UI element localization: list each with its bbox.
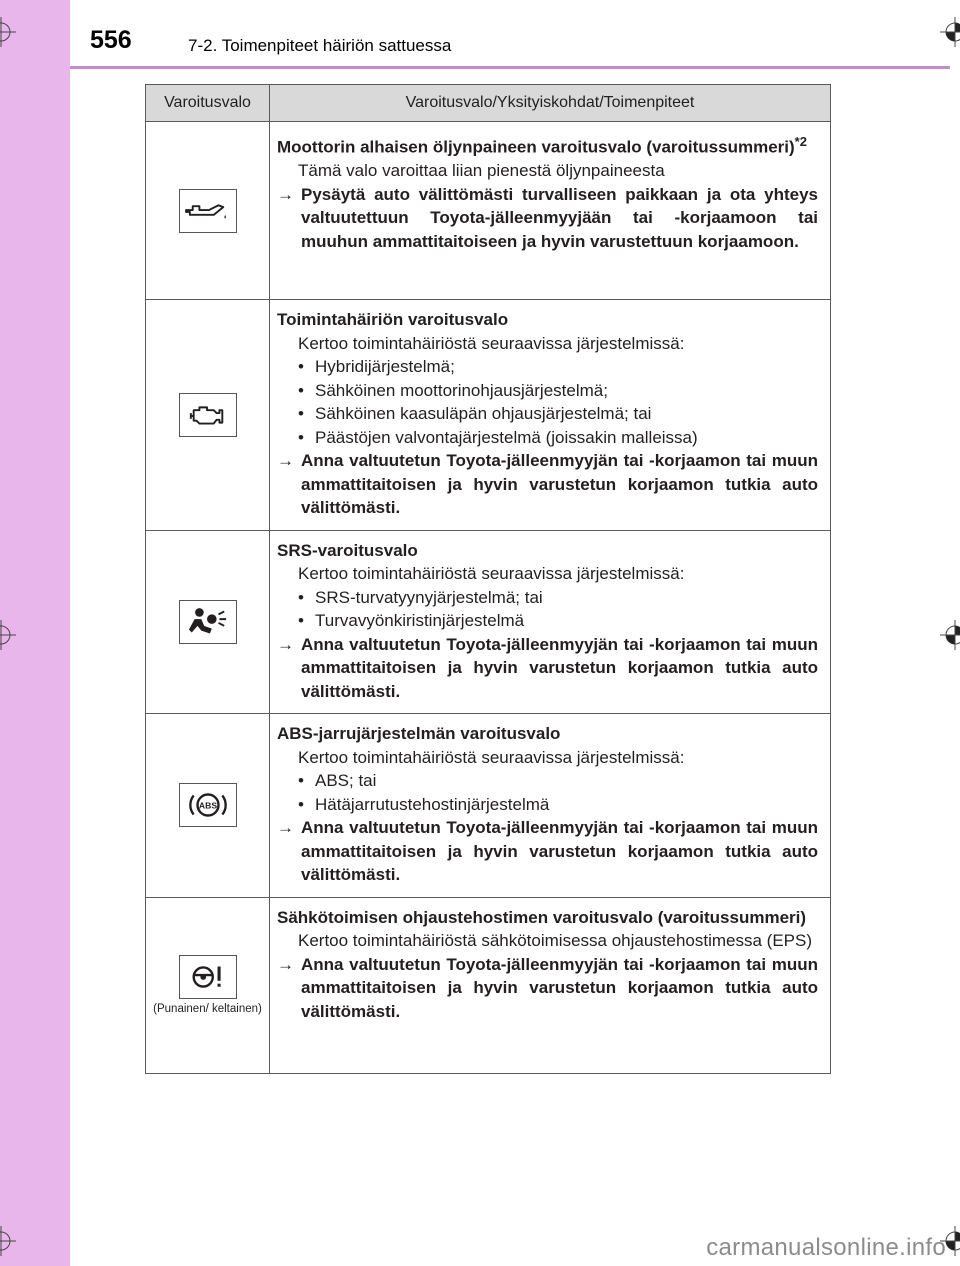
action-instruction: → Anna valtuutetun Toyota-jälleenmyyjän tai -korjaamon tai muun ammattitaitoisen ja hyvin varustetun korjaamon tutkia auto välittömästi. <box>277 451 818 517</box>
icon-color-note: (Punainen/ keltainen) <box>153 1002 262 1015</box>
list-item: • SRS-turvatyynyjärjestelmä; tai <box>298 587 543 607</box>
icon-cell <box>146 714 270 898</box>
list-item: • Hätäjarrutustehostinjärjestelmä <box>298 794 550 814</box>
registration-mark-icon <box>940 17 960 47</box>
table-row <box>146 897 831 1073</box>
arrow-icon: → <box>277 818 294 837</box>
abs-icon <box>179 783 237 827</box>
light-title: SRS-varoitusvalo <box>277 540 418 560</box>
light-description: Kertoo toimintahäiriöstä seuraavissa järjestelmissä: <box>298 564 685 583</box>
footnote-marker: *2 <box>794 134 807 149</box>
list-item: • Päästöjen valvontajärjestelmä (joissakin malleissa) <box>298 427 698 447</box>
arrow-icon: → <box>277 954 294 974</box>
list-item: • Hybridijärjestelmä; <box>298 357 455 376</box>
warning-light-table <box>145 84 831 1074</box>
registration-mark-icon <box>0 620 16 650</box>
light-description: Kertoo toimintahäiriöstä seuraavissa järjestelmissä: <box>298 333 685 353</box>
registration-mark-icon <box>0 17 16 47</box>
table-row <box>146 714 831 898</box>
icon-cell <box>146 530 270 714</box>
icon-cell <box>146 122 270 300</box>
section-title: 7-2. Toimenpiteet häiriön sattuessa <box>188 36 452 55</box>
power-steering-icon <box>179 955 237 999</box>
details-cell <box>270 300 831 531</box>
list-item: • ABS; tai <box>298 771 377 790</box>
details-cell <box>270 714 831 898</box>
light-title: Toimintahäiriön varoitusvalo <box>277 310 509 329</box>
light-description: Kertoo toimintahäiriöstä seuraavissa järjestelmissä: <box>298 747 685 767</box>
header-divider <box>70 66 950 69</box>
watermark: carmanualsonline.info <box>706 1234 946 1261</box>
arrow-icon: → <box>277 184 294 204</box>
airbag-icon <box>179 600 237 644</box>
table-row <box>146 530 831 714</box>
action-instruction: → Anna valtuutetun Toyota-jälleenmyyjän tai -korjaamon tai muun ammattitaitoisen ja hyvin varustetun korjaamon tutkia auto välittömästi. <box>277 634 818 701</box>
light-title: Sähkötoimisen ohjaustehostimen varoitusvalo (varoitussummeri) <box>277 907 807 927</box>
details-cell <box>270 530 831 714</box>
check-engine-icon <box>179 393 237 437</box>
action-instruction: → Anna valtuutetun Toyota-jälleenmyyjän tai -korjaamon tai muun ammattitaitoisen ja hyvin varustetun korjaamon tutkia auto välittömästi. <box>277 954 818 1021</box>
light-title: Moottorin alhaisen öljynpaineen varoitusvalo (varoitussummeri)$^{*2}$ <box>277 134 807 157</box>
registration-mark-icon <box>0 1226 16 1256</box>
table-row <box>146 300 831 531</box>
oil-pressure-icon <box>179 189 237 233</box>
icon-cell <box>146 897 270 1073</box>
icon-cell <box>146 300 270 531</box>
list-item: • Turvavyönkiristinjärjestelmä <box>298 611 525 630</box>
arrow-icon: → <box>277 451 294 470</box>
registration-mark-icon <box>940 620 960 650</box>
column-header-light: Varoitusvalo <box>146 85 270 122</box>
light-title: ABS-jarrujärjestelmän varoitusvalo <box>277 724 561 743</box>
column-header-details: Varoitusvalo/Yksityiskohdat/Toimenpiteet <box>270 85 831 122</box>
list-item: • Sähköinen kaasuläpän ohjausjärjestelmä; tai <box>298 404 652 423</box>
details-cell <box>270 122 831 300</box>
page-number: 556 <box>90 26 132 54</box>
table-row <box>146 122 831 300</box>
light-description: Kertoo toimintahäiriöstä sähkötoimisessa ohjaustehostimessa (EPS) <box>298 931 813 950</box>
list-item: • Sähköinen moottorinohjausjärjestelmä; <box>298 380 608 400</box>
table-header-row <box>146 85 831 122</box>
light-description: Tämä valo varoittaa liian pienestä öljynpaineesta <box>298 161 665 181</box>
action-instruction: → Anna valtuutetun Toyota-jälleenmyyjän tai -korjaamon tai muun ammattitaitoisen ja hyvin varustetun korjaamon tutkia auto välittömästi. <box>277 818 818 884</box>
svg-text:ABS: ABS <box>198 800 217 811</box>
arrow-icon: → <box>277 634 294 654</box>
details-cell <box>270 897 831 1073</box>
action-instruction: → Pysäytä auto välittömästi turvalliseen paikkaan ja ota yhteys valtuutettuun Toyota-jälleenmyyjään tai -korjaamoon tai muuhun ammattitaitoiseen ja hyvin varustettuun korjaamoon. <box>277 184 818 251</box>
